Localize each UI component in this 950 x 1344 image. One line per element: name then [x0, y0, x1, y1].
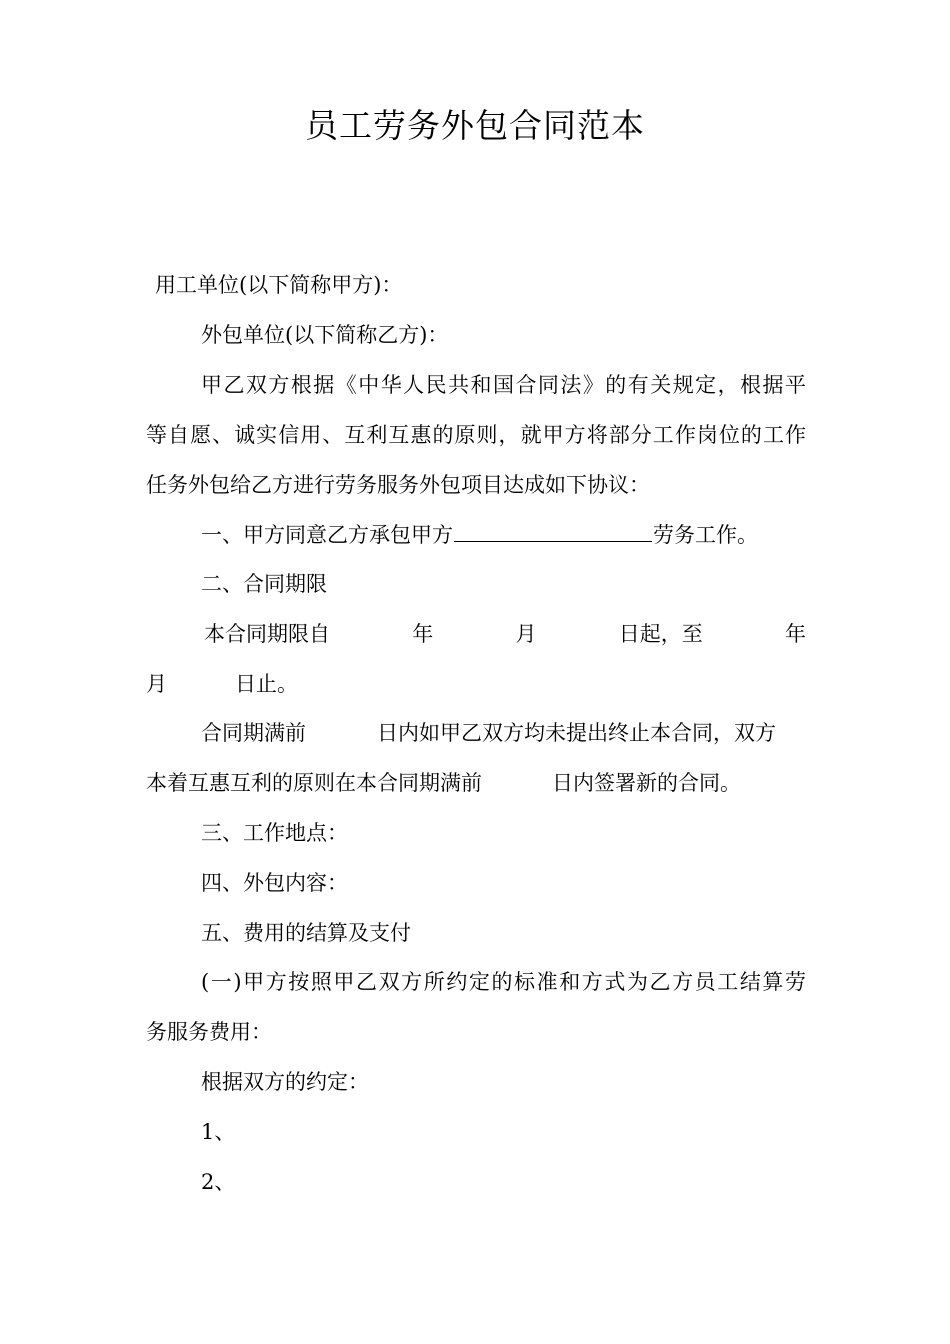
intro-paragraph-line-1: 甲乙双方根据《中华人民共和国合同法》的有关规定，根据平	[201, 373, 806, 397]
intro-paragraph-line-2: 等自愿、诚实信用、互利互惠的原则，就甲方将部分工作岗位的工作	[146, 423, 806, 447]
renewal-line-1	[201, 718, 776, 748]
settlement-line-1: (一)甲方按照甲乙双方所约定的标准和方式为乙方员工结算劳	[201, 970, 806, 994]
term-day-to-text: 日起，至	[618, 622, 703, 646]
clause-3-line: 三、工作地点：	[201, 821, 348, 845]
clause-1-suffix: 劳务工作。	[653, 523, 758, 547]
term-line-1	[204, 619, 806, 649]
list-item-2: 2、	[201, 1170, 236, 1194]
list-item-1: 1、	[201, 1120, 236, 1144]
term-month2-text: 月	[146, 672, 167, 696]
renewal-line-2a: 本着互惠互利的原则在本合同期满前	[146, 771, 482, 795]
renewal-line-2	[146, 768, 741, 798]
document-title: 员工劳务外包合同范本	[305, 106, 645, 145]
intro-paragraph-line-3: 任务外包给乙方进行劳务服务外包项目达成如下协议：	[146, 473, 650, 497]
clause-1-blank	[454, 519, 652, 542]
renewal-line-1b: 日内如甲乙双方均未提出终止本合同，双方	[377, 721, 776, 745]
party-a-line: 用工单位(以下简称甲方)：	[155, 273, 403, 297]
term-year2-text: 年	[785, 622, 806, 646]
term-year-text: 年	[412, 622, 434, 646]
clause-1-prefix: 一、甲方同意乙方承包甲方	[201, 523, 453, 547]
clause-2-heading: 二、合同期限	[201, 572, 327, 596]
term-month-text: 月	[515, 622, 537, 646]
clause-4-line: 四、外包内容：	[201, 871, 348, 895]
clause-1-line	[201, 519, 758, 550]
settlement-line-2: 务服务费用：	[146, 1020, 272, 1044]
term-line-2	[146, 669, 298, 699]
agreement-line: 根据双方的约定：	[201, 1070, 369, 1094]
renewal-line-2b: 日内签署新的合同。	[552, 771, 741, 795]
party-b-line: 外包单位(以下简称乙方)：	[201, 323, 449, 347]
term-end-text: 日止。	[235, 672, 298, 696]
clause-5-heading: 五、费用的结算及支付	[201, 921, 411, 945]
term-start-text: 本合同期限自	[204, 622, 330, 646]
renewal-line-1a: 合同期满前	[201, 721, 306, 745]
